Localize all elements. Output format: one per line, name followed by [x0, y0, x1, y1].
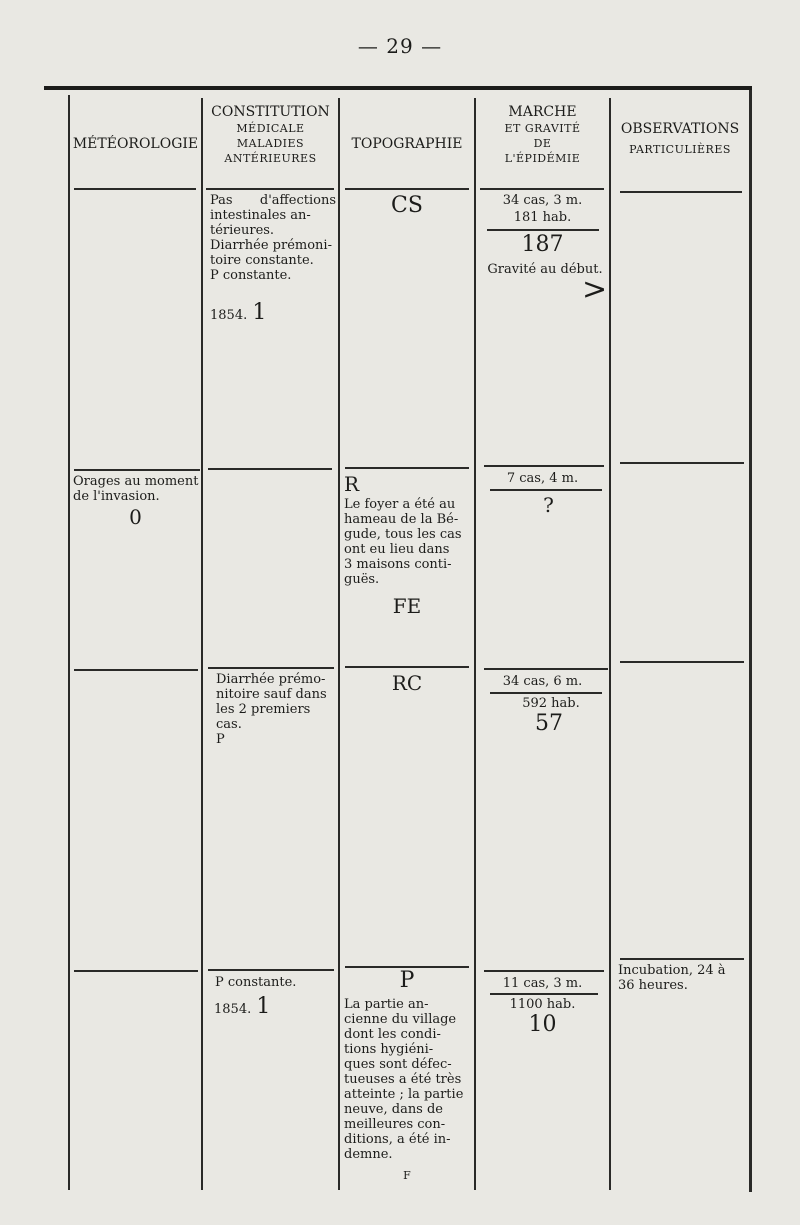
marche-hab: 592 hab.	[522, 696, 580, 711]
cell-line: toire constante.	[210, 253, 314, 268]
marche-symbol: >	[582, 272, 608, 307]
header-constitution-line: CONSTITUTION	[211, 104, 330, 120]
row-separator	[480, 188, 604, 190]
header-marche	[476, 103, 609, 166]
fraction-rule	[490, 489, 602, 491]
row-separator	[74, 188, 196, 190]
cell-line: La partie an-	[344, 997, 429, 1012]
header-constitution-line: MÉDICALE	[236, 121, 305, 135]
cell-line: Incubation, 24 à	[618, 963, 726, 978]
cell-line: hameau de la Bé-	[344, 512, 459, 527]
header-constitution-line: MALADIES	[236, 136, 305, 150]
topography-code: R	[344, 472, 360, 496]
cell-line: tueuses a été très	[344, 1072, 462, 1087]
marche-value: 10	[528, 1012, 557, 1037]
topography-code: RC	[391, 671, 423, 695]
marche-hab: 181 hab.	[513, 210, 572, 225]
cell-line: Orages au moment	[73, 474, 199, 489]
row-separator	[206, 188, 334, 190]
year-text: 1854.	[214, 1002, 252, 1017]
meteo-cell	[73, 474, 203, 504]
column-divider	[201, 98, 203, 1190]
cell-line: Le foyer a été au	[344, 497, 456, 512]
constitution-cell	[216, 672, 337, 747]
table-top-rule	[44, 86, 752, 90]
constitution-cell: P constante.	[215, 975, 297, 990]
cell-line: Diarrhée prémoni-	[210, 238, 332, 253]
cell-line: atteinte ; la partie	[344, 1087, 464, 1102]
header-observations	[611, 120, 749, 158]
header-topographie: TOPOGRAPHIE	[351, 136, 463, 152]
row-separator	[345, 666, 469, 668]
table-right-rule	[749, 90, 752, 1192]
topography-cell	[344, 497, 474, 587]
marche-value: 187	[521, 232, 564, 257]
cell-line: cienne du village	[344, 1012, 457, 1027]
row-separator	[620, 958, 744, 960]
marche-cases: 34 cas, 6 m.	[502, 674, 583, 689]
cell-line: demne.	[344, 1147, 393, 1162]
marche-note: Gravité au début.	[487, 262, 603, 277]
header-constitution-line: ANTÉRIEURES	[224, 151, 317, 165]
cell-line: Pas d'affections intestinales an-	[210, 193, 336, 223]
cell-line: de l'invasion.	[73, 489, 160, 504]
marche-hab: 1100 hab.	[509, 997, 576, 1012]
header-marche-line: DE	[533, 136, 552, 150]
topography-code: CS	[391, 193, 423, 218]
observations-cell	[618, 963, 758, 993]
cell-line: cas.	[216, 717, 242, 732]
row-separator	[74, 469, 200, 471]
cell-line: nitoire sauf dans	[216, 687, 327, 702]
marche-cases: 7 cas, 4 m.	[506, 471, 579, 486]
row-separator	[484, 970, 604, 972]
row-separator	[208, 468, 332, 470]
cell-line: meilleures con-	[344, 1117, 446, 1132]
header-constitution	[203, 103, 338, 166]
column-divider	[68, 95, 70, 1190]
header-meteorologie: MÉTÉOROLOGIE	[72, 136, 199, 152]
header-marche-line: MARCHE	[508, 104, 577, 120]
cell-line: térieures.	[210, 223, 275, 238]
row-separator	[74, 970, 198, 972]
cell-line: 36 heures.	[618, 978, 688, 993]
fraction-rule	[487, 229, 599, 231]
cell-line: tions hygiéni-	[344, 1042, 434, 1057]
header-marche-line: L'ÉPIDÉMIE	[504, 151, 581, 165]
header-observations-line: PARTICULIÈRES	[629, 142, 731, 156]
constitution-year	[210, 300, 266, 325]
marche-value: ?	[543, 493, 554, 517]
marche-cases: 34 cas, 3 m.	[502, 193, 583, 208]
row-separator	[484, 668, 608, 670]
constitution-cell	[210, 193, 336, 283]
cell-line: ques sont défec-	[344, 1057, 452, 1072]
meteo-symbol: 0	[129, 505, 142, 529]
row-separator	[345, 467, 469, 469]
header-marche-line: ET GRAVITÉ	[504, 121, 581, 135]
year-text: 1854.	[210, 308, 248, 323]
cell-line: les 2 premiers	[216, 702, 311, 717]
marche-cases: 11 cas, 3 m.	[502, 976, 583, 991]
cell-line: ont eu lieu dans	[344, 542, 450, 557]
cell-line: guës.	[344, 572, 380, 587]
cell-line: Diarrhée prémo-	[216, 672, 326, 687]
cell-line: gude, tous les cas	[344, 527, 462, 542]
row-separator	[620, 462, 744, 464]
cell-line: 3 maisons conti-	[344, 557, 452, 572]
row-separator	[484, 465, 604, 467]
topography-code-2: FE	[392, 594, 422, 618]
column-divider	[338, 98, 340, 1190]
row-separator	[74, 669, 198, 671]
page-number: — 29 —	[357, 34, 443, 58]
cell-line: ditions, a été in-	[344, 1132, 451, 1147]
fraction-rule	[490, 692, 602, 694]
row-separator	[345, 188, 469, 190]
row-separator	[620, 191, 742, 193]
row-separator	[620, 661, 744, 663]
topography-code: P	[399, 968, 415, 993]
header-observations-line: OBSERVATIONS	[620, 121, 740, 137]
cell-line: dont les condi-	[344, 1027, 441, 1042]
constitution-year	[214, 994, 270, 1019]
row-separator	[208, 667, 334, 669]
cell-line: P constante.	[210, 268, 292, 283]
year-mark: 1	[256, 994, 271, 1019]
topography-cell	[344, 997, 472, 1162]
fraction-rule	[490, 993, 598, 995]
cell-line: neuve, dans de	[344, 1102, 444, 1117]
topography-code-2: F	[403, 1169, 411, 1182]
year-mark: 1	[252, 300, 267, 325]
marche-value: 57	[535, 711, 563, 736]
cell-line: P	[216, 732, 225, 747]
row-separator	[208, 969, 334, 971]
